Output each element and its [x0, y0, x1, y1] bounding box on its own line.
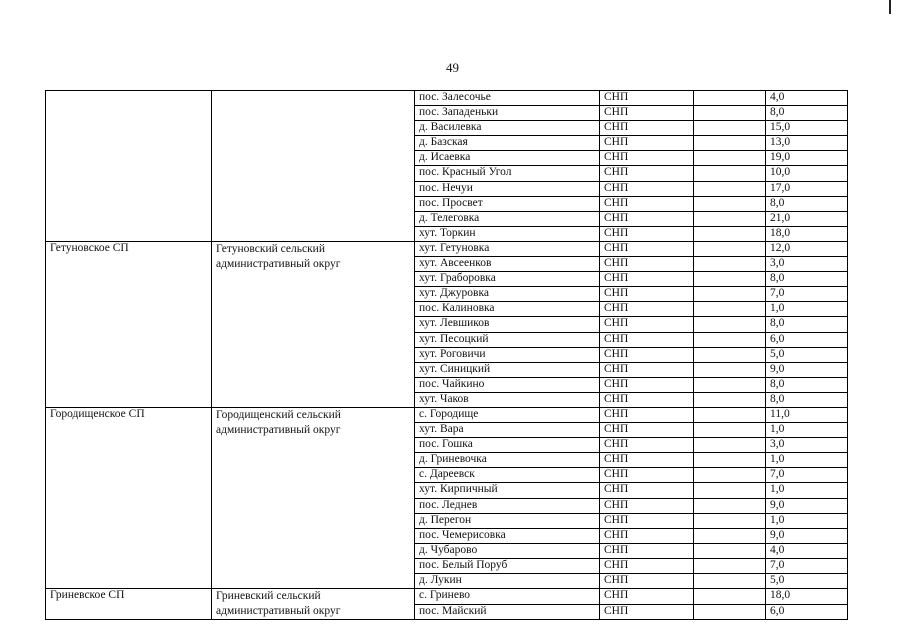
extra-cell [694, 302, 766, 317]
extra-cell [694, 574, 766, 589]
extra-cell [694, 151, 766, 166]
settlement-cell: хут. Вара [415, 423, 600, 438]
settlement-cell: пос. Белый Поруб [415, 558, 600, 573]
extra-cell [694, 121, 766, 136]
value-cell: 19,0 [766, 151, 848, 166]
settlement-type-cell: СНП [600, 106, 694, 121]
value-cell: 7,0 [766, 287, 848, 302]
extra-cell [694, 136, 766, 151]
okrug-name-cell [212, 407, 415, 588]
extra-cell [694, 317, 766, 332]
settlement-type-cell: СНП [600, 558, 694, 573]
value-cell: 9,0 [766, 362, 848, 377]
value-cell: 4,0 [766, 543, 848, 558]
settlement-type-cell: СНП [600, 151, 694, 166]
settlement-cell: д. Лукин [415, 574, 600, 589]
settlement-cell: хут. Песоцкий [415, 332, 600, 347]
settlement-type-cell: СНП [600, 211, 694, 226]
page-edge-mark [889, 0, 891, 14]
settlement-cell: хут. Граборовка [415, 272, 600, 287]
settlement-type-cell: СНП [600, 468, 694, 483]
extra-cell [694, 604, 766, 620]
settlement-cell: хут. Левшиков [415, 317, 600, 332]
settlement-type-cell: СНП [600, 136, 694, 151]
settlement-cell: пос. Чемерисовка [415, 528, 600, 543]
value-cell: 6,0 [766, 332, 848, 347]
page-number: 49 [446, 60, 459, 75]
settlement-cell: д. Василевка [415, 121, 600, 136]
extra-cell [694, 558, 766, 573]
extra-cell [694, 181, 766, 196]
settlement-type-cell: СНП [600, 528, 694, 543]
settlement-cell: пос. Нечуи [415, 181, 600, 196]
extra-cell [694, 272, 766, 287]
value-cell: 12,0 [766, 241, 848, 256]
value-cell: 18,0 [766, 226, 848, 241]
value-cell: 1,0 [766, 483, 848, 498]
settlement-cell: с. Дареевск [415, 468, 600, 483]
extra-cell [694, 241, 766, 256]
extra-cell [694, 196, 766, 211]
settlement-cell: хут. Роговичи [415, 347, 600, 362]
settlement-type-cell: СНП [600, 196, 694, 211]
extra-cell [694, 377, 766, 392]
settlement-type-cell: СНП [600, 272, 694, 287]
settlement-cell: д. Базская [415, 136, 600, 151]
extra-cell [694, 362, 766, 377]
value-cell: 8,0 [766, 196, 848, 211]
settlement-type-cell: СНП [600, 453, 694, 468]
okrug-name-text: Городищенский сельский административный округ [216, 408, 341, 436]
value-cell: 5,0 [766, 347, 848, 362]
settlement-cell: д. Перегон [415, 513, 600, 528]
okrug-name-cell [212, 589, 415, 620]
settlement-cell: д. Исаевка [415, 151, 600, 166]
extra-cell [694, 211, 766, 226]
extra-cell [694, 589, 766, 605]
extra-cell [694, 332, 766, 347]
settlement-type-cell: СНП [600, 423, 694, 438]
settlement-type-cell: СНП [600, 347, 694, 362]
value-cell: 9,0 [766, 498, 848, 513]
settlement-cell: хут. Чаков [415, 392, 600, 407]
settlement-cell: пос. Калиновка [415, 302, 600, 317]
value-cell: 8,0 [766, 377, 848, 392]
okrug-name-text: Гриневский сельский административный округ [216, 590, 341, 618]
settlement-type-cell: СНП [600, 438, 694, 453]
value-cell: 3,0 [766, 438, 848, 453]
okrug-name-cell [212, 241, 415, 407]
value-cell: 8,0 [766, 272, 848, 287]
table-row [46, 589, 848, 605]
table-row [46, 91, 848, 106]
extra-cell [694, 483, 766, 498]
value-cell: 8,0 [766, 317, 848, 332]
value-cell: 21,0 [766, 211, 848, 226]
settlement-type-cell: СНП [600, 166, 694, 181]
value-cell: 7,0 [766, 558, 848, 573]
settlement-cell: пос. Просвет [415, 196, 600, 211]
table-row [46, 241, 848, 256]
extra-cell [694, 226, 766, 241]
settlement-type-cell: СНП [600, 377, 694, 392]
value-cell: 1,0 [766, 453, 848, 468]
value-cell: 5,0 [766, 574, 848, 589]
settlement-type-cell: СНП [600, 589, 694, 605]
settlement-type-cell: СНП [600, 257, 694, 272]
extra-cell [694, 91, 766, 106]
sp-name-cell: Гетуновское СП [46, 241, 212, 407]
okrug-name-text: Гетуновский сельский административный округ [216, 242, 341, 270]
settlement-type-cell: СНП [600, 91, 694, 106]
settlement-type-cell: СНП [600, 287, 694, 302]
settlement-type-cell: СНП [600, 604, 694, 620]
value-cell: 17,0 [766, 181, 848, 196]
settlement-type-cell: СНП [600, 574, 694, 589]
settlement-type-cell: СНП [600, 392, 694, 407]
settlement-cell: хут. Авсеенков [415, 257, 600, 272]
settlement-cell: д. Телеговка [415, 211, 600, 226]
extra-cell [694, 468, 766, 483]
settlement-type-cell: СНП [600, 362, 694, 377]
extra-cell [694, 166, 766, 181]
settlement-cell: д. Чубарово [415, 543, 600, 558]
settlement-type-cell: СНП [600, 483, 694, 498]
extra-cell [694, 438, 766, 453]
extra-cell [694, 106, 766, 121]
extra-cell [694, 528, 766, 543]
value-cell: 15,0 [766, 121, 848, 136]
settlement-cell: с. Городище [415, 407, 600, 422]
extra-cell [694, 407, 766, 422]
settlement-cell: пос. Залесочье [415, 91, 600, 106]
settlement-cell: хут. Синицкий [415, 362, 600, 377]
value-cell: 13,0 [766, 136, 848, 151]
settlement-cell: д. Гриневочка [415, 453, 600, 468]
extra-cell [694, 543, 766, 558]
settlement-type-cell: СНП [600, 302, 694, 317]
settlement-cell: с. Гринево [415, 589, 600, 605]
settlement-type-cell: СНП [600, 513, 694, 528]
settlement-cell: хут. Гетуновка [415, 241, 600, 256]
settlement-type-cell: СНП [600, 317, 694, 332]
extra-cell [694, 287, 766, 302]
extra-cell [694, 257, 766, 272]
value-cell: 18,0 [766, 589, 848, 605]
settlement-cell: пос. Майский [415, 604, 600, 620]
extra-cell [694, 513, 766, 528]
sp-name-cell [46, 91, 212, 242]
extra-cell [694, 347, 766, 362]
settlement-cell: пос. Красный Угол [415, 166, 600, 181]
value-cell: 1,0 [766, 513, 848, 528]
settlement-type-cell: СНП [600, 121, 694, 136]
settlement-cell: пос. Леднев [415, 498, 600, 513]
value-cell: 8,0 [766, 392, 848, 407]
settlement-cell: хут. Джуровка [415, 287, 600, 302]
settlement-cell: пос. Гошка [415, 438, 600, 453]
value-cell: 9,0 [766, 528, 848, 543]
value-cell: 11,0 [766, 407, 848, 422]
value-cell: 10,0 [766, 166, 848, 181]
table-row [46, 407, 848, 422]
extra-cell [694, 453, 766, 468]
okrug-name-cell [212, 91, 415, 242]
extra-cell [694, 423, 766, 438]
settlement-cell: хут. Кирпичный [415, 483, 600, 498]
value-cell: 1,0 [766, 302, 848, 317]
settlements-table [45, 90, 848, 620]
extra-cell [694, 392, 766, 407]
settlement-type-cell: СНП [600, 181, 694, 196]
extra-cell [694, 498, 766, 513]
value-cell: 7,0 [766, 468, 848, 483]
value-cell: 8,0 [766, 106, 848, 121]
value-cell: 6,0 [766, 604, 848, 620]
value-cell: 1,0 [766, 423, 848, 438]
settlement-type-cell: СНП [600, 241, 694, 256]
value-cell: 4,0 [766, 91, 848, 106]
settlement-type-cell: СНП [600, 407, 694, 422]
settlement-cell: пос. Чайкино [415, 377, 600, 392]
settlement-type-cell: СНП [600, 332, 694, 347]
settlement-type-cell: СНП [600, 543, 694, 558]
settlement-cell: хут. Торкин [415, 226, 600, 241]
settlement-type-cell: СНП [600, 498, 694, 513]
settlement-type-cell: СНП [600, 226, 694, 241]
sp-name-cell: Гриневское СП [46, 589, 212, 620]
settlement-cell: пос. Западеньки [415, 106, 600, 121]
value-cell: 3,0 [766, 257, 848, 272]
sp-name-cell: Городищенское СП [46, 407, 212, 588]
